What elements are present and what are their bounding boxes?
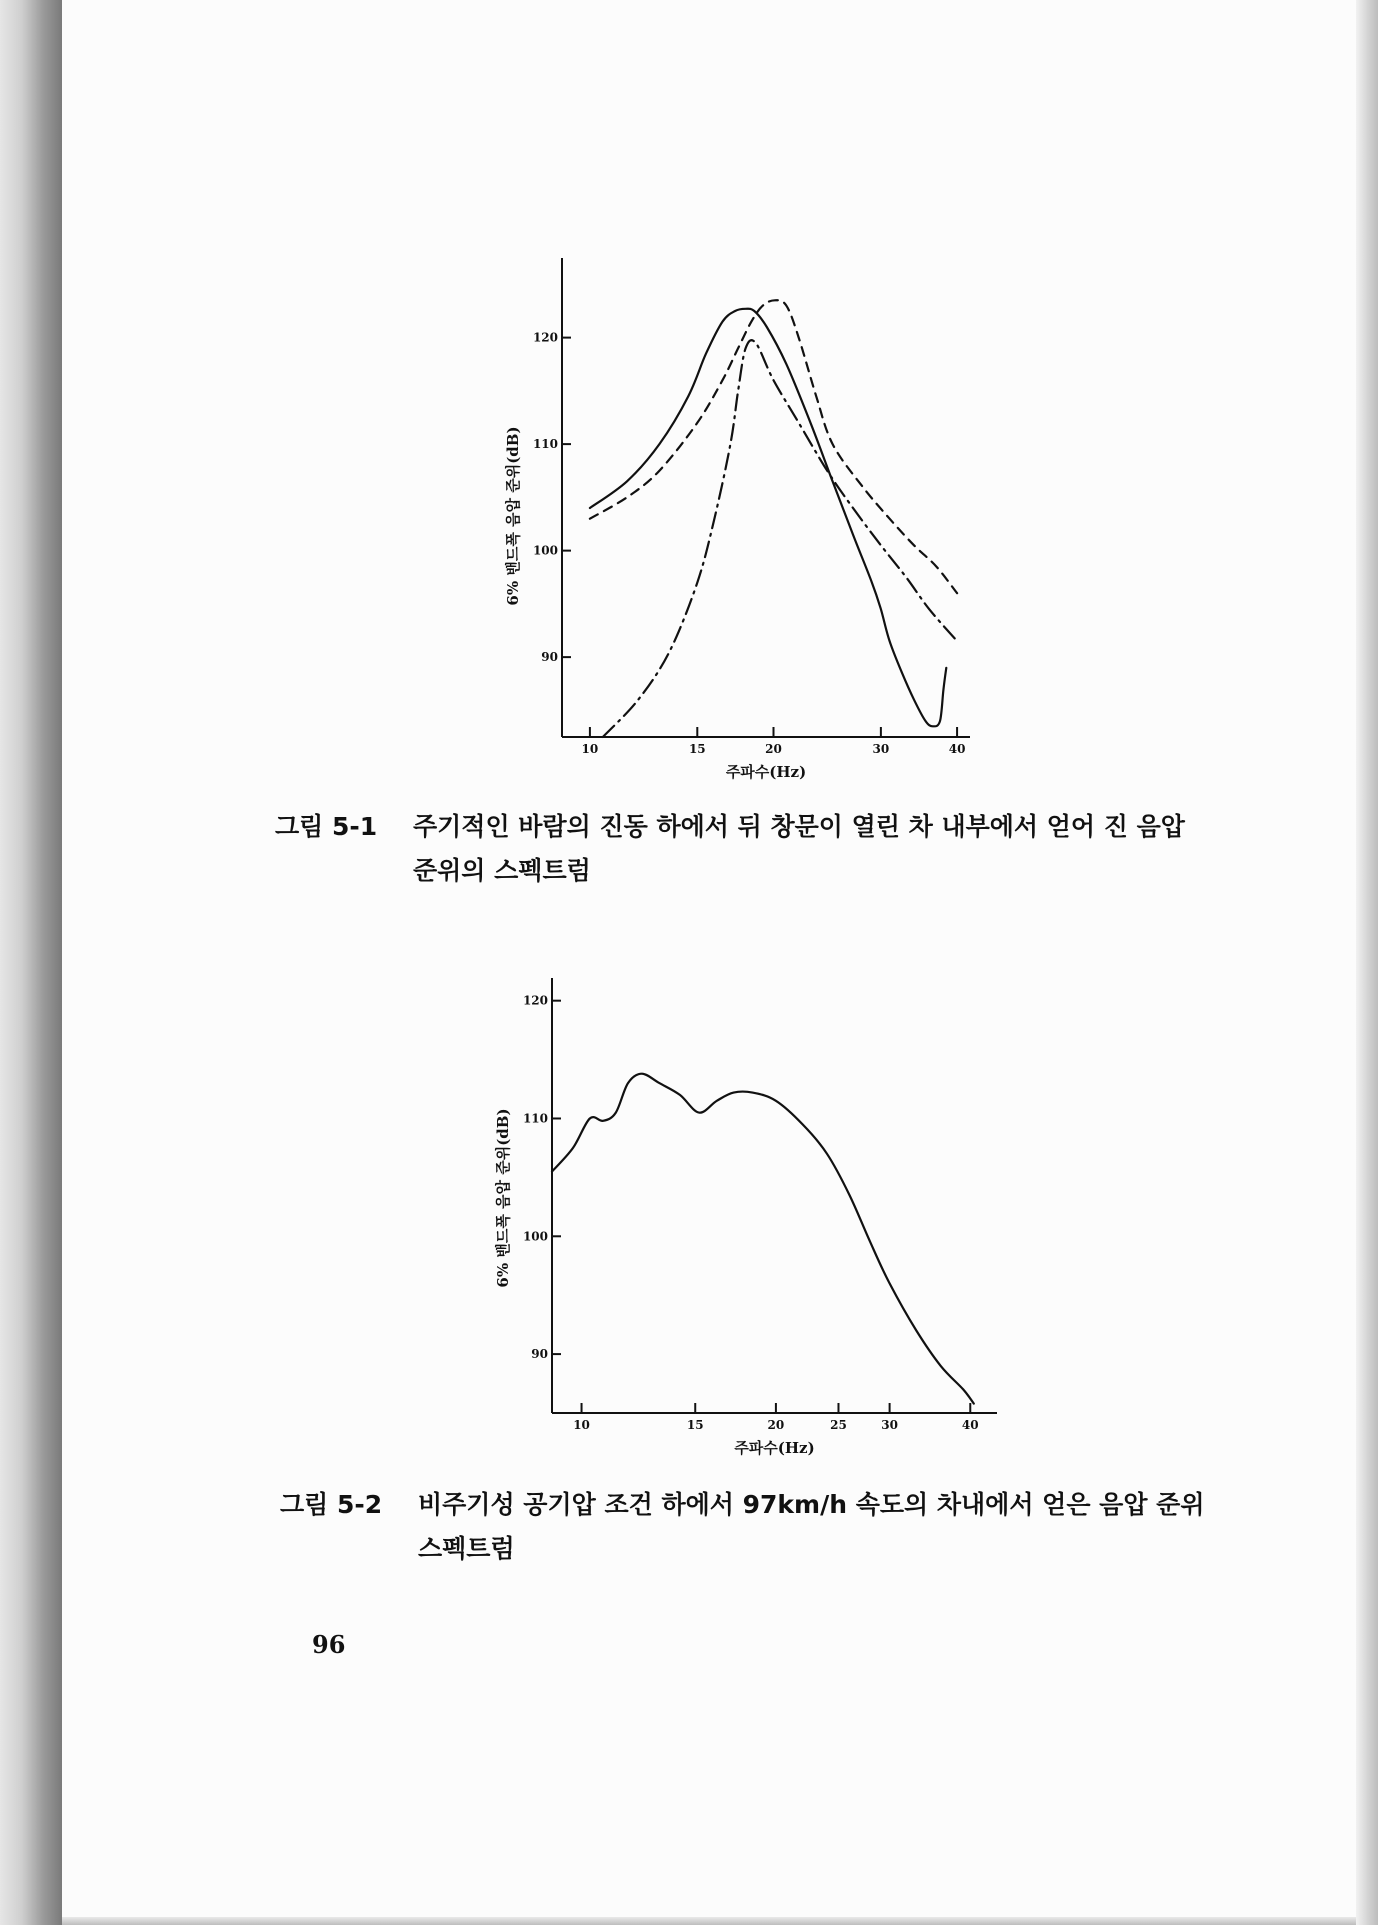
series-line-solid (590, 309, 946, 727)
x-axis-label: 주파수(Hz) (734, 1439, 815, 1457)
y-tick-label: 100 (522, 1229, 548, 1244)
series-line-solid (552, 1074, 974, 1404)
x-tick-label: 20 (767, 1418, 785, 1432)
x-tick-label: 10 (581, 742, 599, 756)
y-tick-label: 100 (532, 543, 558, 558)
figure-5-1-caption-text: 주기적인 바람의 진동 하에서 뒤 창문이 열린 차 내부에서 얻어 진 음압 준위의 스펙트럼 (413, 812, 1185, 885)
y-tick-label: 120 (522, 993, 548, 1008)
x-tick-label: 15 (688, 742, 706, 756)
book-page-edge-bottom (62, 1917, 1356, 1925)
y-tick-label: 90 (541, 650, 558, 665)
figure-5-1-caption-label: 그림 5-1 (275, 812, 378, 841)
series-line-dashed (590, 300, 957, 593)
figure-5-2-chart (470, 960, 1010, 1475)
x-tick-label: 10 (573, 1418, 590, 1432)
figure-5-2-caption-text: 비주기성 공기압 조건 하에서 97km/h 속도의 차내에서 얻은 음압 준위 스펙트럼 (418, 1490, 1205, 1563)
book-page-edge (1356, 0, 1378, 1925)
x-tick-label: 25 (830, 1418, 847, 1432)
x-tick-label: 40 (961, 1418, 979, 1432)
figure-5-2-caption-label: 그림 5-2 (280, 1490, 383, 1519)
y-tick-label: 90 (531, 1347, 548, 1362)
x-tick-label: 30 (872, 742, 890, 756)
x-tick-label: 20 (765, 742, 782, 756)
y-tick-label: 110 (532, 437, 558, 452)
book-spine (0, 0, 62, 1925)
x-axis-label: 주파수(Hz) (725, 763, 807, 781)
y-tick-label: 120 (532, 330, 558, 345)
x-tick-label: 40 (948, 742, 966, 756)
x-tick-label: 15 (686, 1418, 704, 1432)
figure-5-2-caption (280, 1483, 1220, 1573)
y-tick-label: 110 (522, 1111, 548, 1126)
y-axis-label: 6% 밴드폭 음압 준위(dB) (504, 426, 522, 606)
y-axis-label: 6% 밴드폭 음압 준위(dB) (494, 1108, 512, 1288)
figure-5-1-caption (275, 805, 1215, 895)
figure-5-1-chart (480, 250, 1000, 790)
x-tick-label: 30 (881, 1418, 898, 1432)
page-number: 96 (312, 1630, 346, 1659)
